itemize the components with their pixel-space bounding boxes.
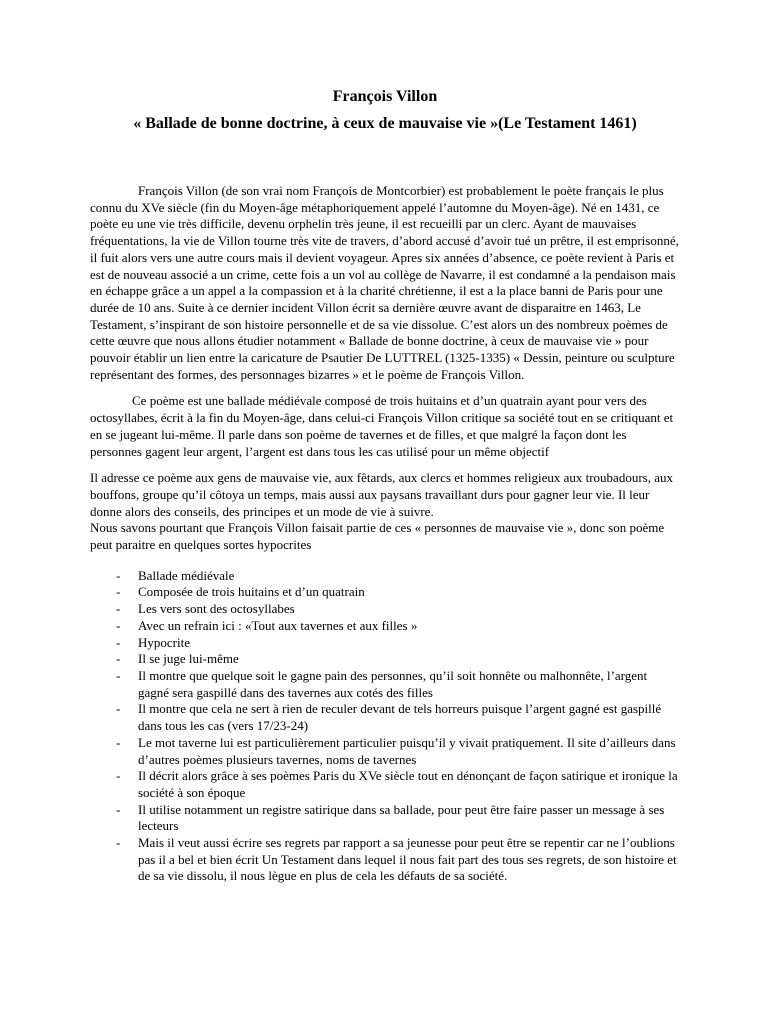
bullet-dash: -	[116, 617, 121, 633]
paragraph-intro: François Villon (de son vrai nom François de Montcorbier) est probablement le poète français le plus connu du XVe siècle (fin du Moyen-âge métaphoriquement appelé l’automne du Moyen-âge). Né en 1431, ce poète eu une vie très difficile, devenu orphelin très jeune, il est recueilli par un clerc. Ayant de mauvaises fréquentations, la vie de Villon tourne très vite de travers, d’abord accusé d’avoir tué un prêtre, il est emprisonné, il fuit alors vers une autre cours mais il devient voyageur. Apres six années d’absence, ce poète revient à Paris et est de nouveau associé a un crime, cette fois a un vol au collège de Navarre, il est condamné a la pendaison mais en échappe grâce a un appel a la compassion et à la charité chrétienne, il est a la place banni de Paris pour une durée de 10 ans. Suite à ce dernier incident Villon écrit sa dernière œuvre avant de disparaitre en 1463, Le Testament, s’inspirant de son histoire personnelle et de sa vie dissolue. C’est alors un des nombreux poèmes de cette œuvre que nous allons étudier notamment « Ballade de bonne doctrine, à ceux de mauvaise vie » pour pouvoir établir un lien entre la caricature de Psautier De LUTTREL (1325-1335) « Dessin, peinture ou sculpture représentant des formes, des personnages bizarres » et le poème de François Villon.	[90, 183, 679, 382]
list-item-text: Il utilise notamment un registre satirique dans sa ballade, pour peut être faire passer un message à ses lecteurs	[138, 801, 665, 834]
bullet-dash: -	[116, 667, 121, 683]
list-item-text: Il décrit alors grâce à ses poèmes Paris du XVe siècle tout en dénonçant de façon satirique et ironique la société à son époque	[138, 768, 678, 800]
bullet-dash: -	[116, 835, 121, 851]
list-item-text: Il montre que cela ne sert à rien de reculer devant de tels horreurs puisque l’argent gagné est gaspillé dans tous les cas (vers 17/23-24)	[138, 701, 662, 734]
list-item-text: Avec un refrain ici : «Tout aux tavernes et aux filles »	[138, 617, 418, 633]
list-item-text: Les vers sont des octosyllabes	[138, 601, 295, 617]
bullet-dash: -	[116, 651, 121, 667]
list-item-text: Il se juge lui-même	[138, 651, 239, 667]
list-item	[90, 802, 680, 835]
document-subtitle: « Ballade de bonne doctrine, à ceux de mauvaise vie »(Le Testament 1461)	[133, 115, 637, 132]
list-item	[90, 651, 680, 668]
list-item-text: Ballade médiévale	[138, 567, 235, 583]
list-item-text: Mais il veut aussi écrire ses regrets par rapport a sa jeunesse pour peut être se repentir car ne l’oublions pas il a bel et bien écrit Un Testament dans lequel il nous fait part des tous ses regrets, de son histoire et de sa vie dissolu, il nous lègue en plus de cela les défauts de sa société.	[138, 835, 677, 884]
bullet-dash: -	[116, 768, 121, 784]
list-item	[90, 635, 680, 652]
paragraph-audience: Il adresse ce poème aux gens de mauvaise vie, aux fêtards, aux clercs et hommes religieux aux troubadours, aux bouffons, groupe qu’il côtoya un temps, mais aussi aux paysans travaillant durs pour gagner leur vie. Il leur donne alors des conseils, des principes et un mode de vie à suivre.	[90, 470, 673, 519]
list-item	[90, 601, 680, 618]
paragraph-hypocrisy: Nous savons pourtant que François Villon faisait partie de ces « personnes de mauvaise vie », donc son poème peut paraitre en quelques sortes hypocrites	[90, 520, 665, 553]
paragraph-analysis: Ce poème est une ballade médiévale composé de trois huitains et d’un quatrain ayant pour vers des octosyllabes, écrit à la fin du Moyen-âge, dans celui-ci François Villon critique sa société tout en se critiquant et en se jugeant lui-même. Il parle dans son poème de tavernes et de filles, et que malgré la façon dont les personnes gagent leur argent, l’argent est dans tous les cas utilisé pour un même objectif	[90, 393, 674, 459]
list-item	[90, 835, 680, 885]
list-item-text: Il montre que quelque soit le gagne pain des personnes, qu’il soit honnête ou malhonnête, l’argent gagné sera gaspillé dans des tavernes aux cotés des filles	[138, 667, 648, 700]
list-item	[90, 568, 680, 585]
document-body	[90, 183, 680, 554]
document-title: François Villon	[332, 88, 438, 105]
list-item	[90, 618, 680, 635]
bullet-dash: -	[116, 801, 121, 817]
bullet-dash: -	[116, 567, 121, 583]
list-item	[90, 768, 680, 801]
list-item	[90, 735, 680, 768]
bullet-dash: -	[116, 734, 121, 750]
list-item	[90, 668, 680, 701]
list-item	[90, 584, 680, 601]
bullet-dash: -	[116, 634, 121, 650]
bullet-dash: -	[116, 584, 121, 600]
summary-list	[90, 568, 680, 885]
list-item-text: Le mot taverne lui est particulièrement particulier puisqu’il y vivait pratiquement. Il site d’ailleurs dans d’autres poèmes plusieurs tavernes, noms de tavernes	[138, 734, 676, 767]
bullet-dash: -	[116, 701, 121, 717]
list-item-text: Composée de trois huitains et d’un quatrain	[138, 584, 365, 600]
list-item-text: Hypocrite	[138, 634, 190, 650]
list-item	[90, 701, 680, 734]
bullet-dash: -	[116, 601, 121, 617]
